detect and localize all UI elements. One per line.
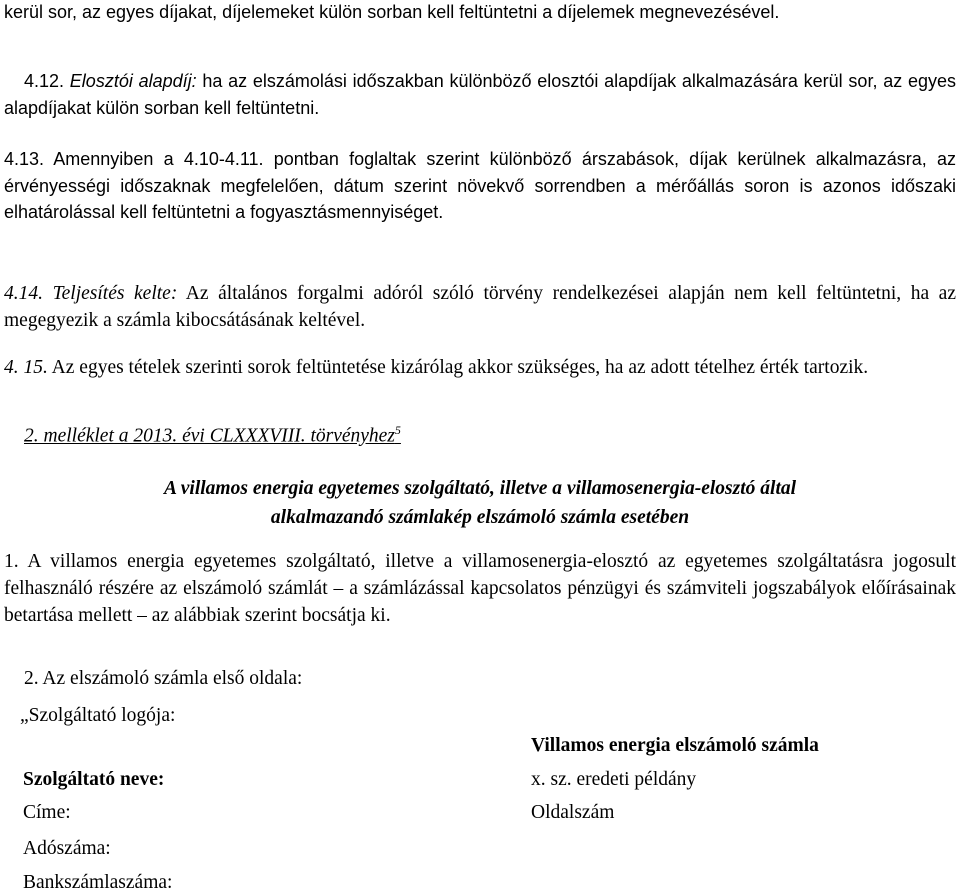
section-text: Az általános forgalmi adóról szóló törvény rendelkezései alapján nem kell feltüntetni, ha az megegyezik a számla kibocsátásának keltével. [4, 283, 956, 331]
copy-label: x. sz. eredeti példány [531, 769, 697, 790]
section-label: Elosztói alapdíj: [69, 71, 197, 91]
annex-heading-line-2: alkalmazandó számlakép elszámoló számla esetében [270, 507, 690, 528]
footnote-marker: 5 [394, 423, 401, 437]
bank-account-label: Bankszámlaszáma: [23, 872, 173, 893]
paragraph-4-12 [4, 68, 956, 121]
section-number: 4.14. [4, 283, 43, 304]
paragraph-4-15 [4, 354, 956, 381]
paragraph-2: 2. Az elszámoló számla első oldala: [24, 668, 303, 689]
paragraph-4-13: 4.13. Amennyiben a 4.10-4.11. pontban foglaltak szerint különböző árszabások, díjak kerülnek alkalmazásra, az érvényességi időszaknak megfelelően, dátum szerint növekvő sorrendben a mérőállás soron is azonos időszaki elhatárolással kell feltüntetni a fogyasztásmennyiséget. [4, 149, 956, 222]
section-label: Teljesítés kelte: [52, 283, 178, 304]
section-text: Az egyes tételek szerinti sorok feltüntetése kizárólag akkor szükséges, ha az adott tételhez érték tartozik. [47, 357, 869, 378]
provider-name-label: Szolgáltató neve: [23, 769, 165, 790]
page-number-label: Oldalszám [531, 802, 615, 823]
logo-label: „Szolgáltató logója: [20, 705, 176, 726]
paragraph-intro: kerül sor, az egyes díjakat, díjelemeket külön sorban kell feltüntetni a díjelemek megnevezésével. [4, 2, 780, 22]
tax-number-label: Adószáma: [23, 838, 111, 859]
annex-title: 2. melléklet a 2013. évi CLXXXVIII. törvényhez$^5$ [24, 423, 401, 447]
paragraph-1: 1. A villamos energia egyetemes szolgáltató, illetve a villamosenergia-elosztó az egyetemes szolgáltatásra jogosult felhasználó részére az elszámoló számlát – a számlázással kapcsolatos pénzügyi és számviteli jogszabályok előírásainak betartása mellett – az alábbiak szerint bocsátja ki. [4, 551, 956, 626]
address-label: Címe: [23, 802, 71, 823]
invoice-title: Villamos energia elszámoló számla [531, 735, 819, 756]
section-text: ha az elszámolási időszakban különböző elosztói alapdíjak alkalmazására kerül sor, az egyes alapdíjakat külön sorban kell feltüntetni. [4, 71, 956, 118]
section-number: 4.12. [24, 71, 65, 91]
paragraph-4-14 [4, 280, 956, 334]
section-number: 4. 15. [4, 357, 48, 378]
annex-heading-line-1: A villamos energia egyetemes szolgáltató, illetve a villamosenergia-elosztó által [163, 478, 797, 499]
